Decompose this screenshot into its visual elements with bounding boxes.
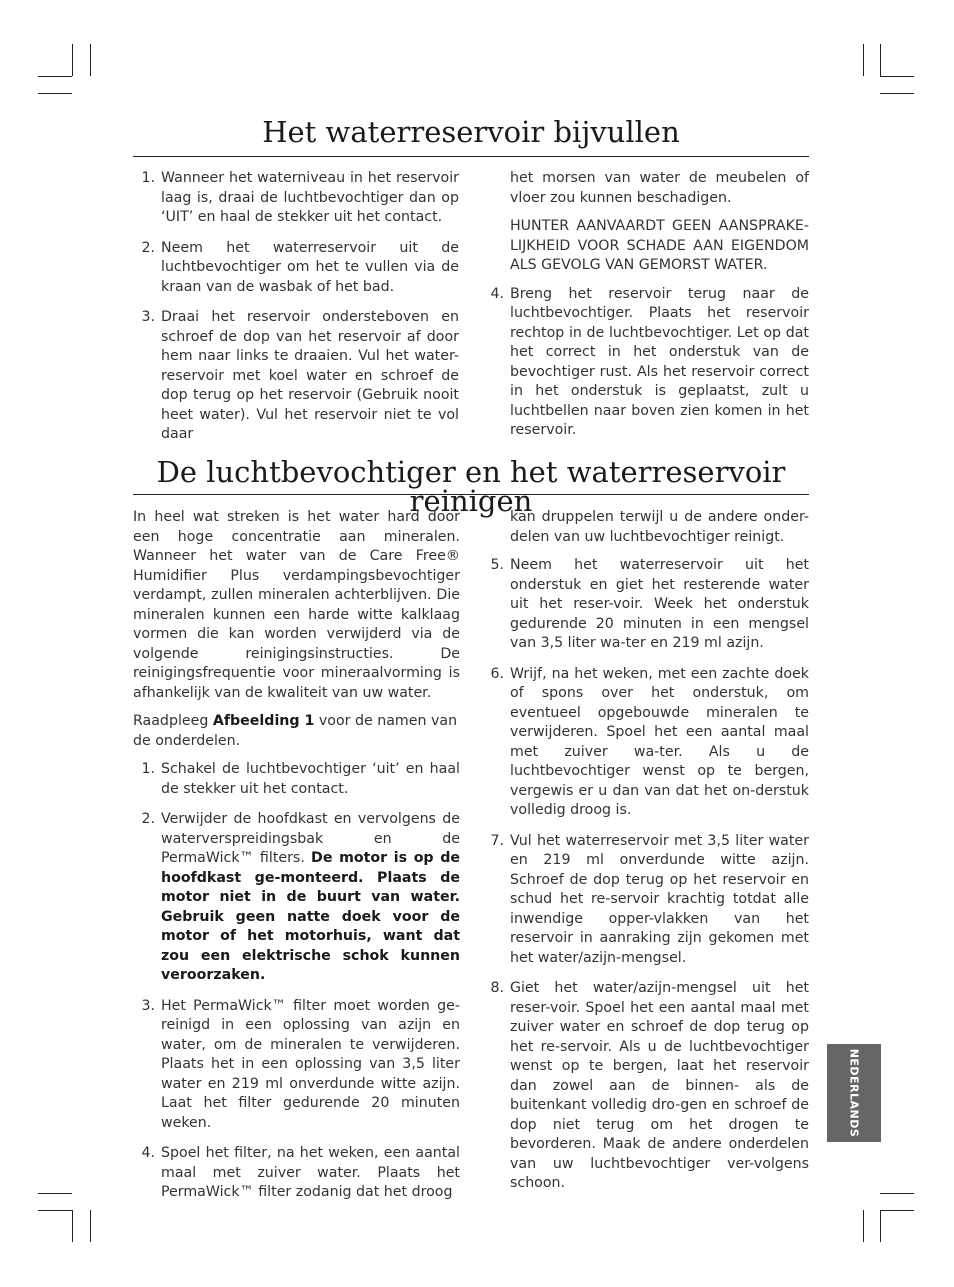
crop-mark <box>880 1210 914 1211</box>
crop-mark <box>72 44 73 76</box>
refill-steps-list <box>133 169 459 445</box>
figure-link: Afbeelding 1 <box>212 713 315 729</box>
list-item <box>133 760 460 799</box>
list-item <box>133 997 460 1134</box>
refill-left-column <box>133 169 459 456</box>
step-number: 1. <box>141 761 155 777</box>
crop-mark <box>880 1193 914 1194</box>
section-title-cleaning: De luchtbevochtiger en het waterreservoir reinigen <box>133 458 809 495</box>
step-text: Verwijder de hoofdkast en vervolgens de waterverspreidingsbak en de PermaWick™ filters. <box>161 811 460 866</box>
step-number: 3. <box>141 997 155 1014</box>
step-number: 6. <box>490 665 504 682</box>
step-text: Draai het reservoir ondersteboven en schroef de dop van het reservoir af door hem naar links te draaien. Vul het water-reservoir met koel water en schroef de dop terug op het reservoir (Gebruik nooit heet water). Vul het reservoir niet te vol daar <box>161 309 459 442</box>
step-number: 4. <box>141 1145 155 1161</box>
step-number: 2. <box>141 239 155 256</box>
crop-mark <box>880 44 881 76</box>
step-text: Wanneer het waterniveau in het reservoir laag is, draai de luchtbevochtiger dan op ‘UIT’ en haal de stekker uit het contact. <box>161 170 459 225</box>
step-text: Giet het water/azijn-mengsel uit het reser-voir. Spoel het een aantal maal met zuiver water en schroef de dop terug op het re-servoir. Als u de luchtbevochtiger wenst op te bergen, laat het reservoir dan zowel aan de binnen- als de buitenkant volledig dro-gen en schroef de dop niet terug om het drogen te bevorderen. Maak de andere onderdelen van uw luchtbevochtiger ver-volgens schoon. <box>510 980 809 1191</box>
list-item <box>482 285 809 441</box>
language-tab <box>827 1044 881 1142</box>
list-item <box>133 239 459 298</box>
refill-right-column <box>482 169 809 452</box>
crop-mark <box>863 1210 864 1242</box>
crop-mark <box>880 1210 881 1242</box>
liability-warning: HUNTER AANVAARDT GEEN AANSPRAKE-LIJKHEID VOOR SCHADE AAN EIGENDOM ALS GEVOLG VAN GEMORST WATER. <box>510 218 809 273</box>
intro-paragraph: In heel wat streken is het water hard door een hoge concentratie aan mineralen. Wanneer het water van de Care Free® Humidifier Plus verdampingsbevochtiger verdampt, zullen mineralen achterblijven. Die mineralen kunnen een harde witte kalklaag vormen die kan worden verwijderd via de volgende reinigingsinstructies. De reinigingsfrequentie voor mineraalvorming is afhankelijk van de kwaliteit van uw water. <box>133 509 460 701</box>
step-number: 4. <box>490 285 504 302</box>
cleaning-steps-list <box>133 760 460 1203</box>
step-text: Schakel de luchtbevochtiger ‘uit’ en haal de stekker uit het contact. <box>161 761 460 797</box>
list-item <box>133 810 460 986</box>
step-number: 5. <box>490 557 504 573</box>
step-text: Spoel het filter, na het weken, een aantal maal met zuiver water. Plaats het PermaWick™ filter zodanig dat het droog <box>161 1145 460 1200</box>
cleaning-right-column <box>482 508 809 1205</box>
cleaning-steps-list-continued <box>482 556 809 1194</box>
list-item <box>482 979 809 1194</box>
step-number: 1. <box>141 170 155 186</box>
step-text: Breng het reservoir terug naar de luchtbevochtiger. Plaats het reservoir rechtop in de luchtbevochtiger. Let op dat het correct in het onderstuk van de bevochtiger rust. Als het reservoir correct in het onderstuk is geplaatst, zult u luchtbellen naar boven zien komen in het reservoir. <box>510 285 809 438</box>
crop-mark <box>38 93 72 94</box>
crop-mark <box>90 1210 91 1242</box>
step-text: Neem het waterreservoir uit het onderstuk en giet het resterende water uit het reser-voir. Week het onderstuk gedurende 20 minuten in een mengsel van 3,5 liter wa-ter en 219 ml azijn. <box>510 557 809 651</box>
section-title-refill: Het waterreservoir bijvullen <box>133 118 809 157</box>
ref-text: Raadpleeg <box>133 713 213 729</box>
figure-reference <box>133 712 460 751</box>
list-item <box>482 665 809 821</box>
list-item <box>482 832 809 969</box>
crop-mark <box>880 76 914 77</box>
list-item <box>482 556 809 654</box>
list-item <box>133 308 459 445</box>
crop-mark <box>72 1210 73 1242</box>
crop-mark <box>38 76 72 77</box>
step-text: Neem het waterreservoir uit de luchtbevochtiger om het te vullen via de kraan van de wasbak of het bad. <box>161 239 459 295</box>
crop-mark <box>38 1210 72 1211</box>
step-text: Wrijf, na het weken, met een zachte doek of spons over het onderstuk, om eventueel opgebouwde mineralen te verwijderen. Spoel het een aantal maal met zuiver wa-ter. Als u de luchtbevochtiger wenst op te bergen, vergewis er u dan van dat het on-derstuk volledig droog is. <box>510 665 809 818</box>
ref-text: voor de namen van de onderdelen. <box>133 713 458 749</box>
list-item <box>133 169 459 228</box>
list-item <box>133 1144 460 1203</box>
step-number: 2. <box>141 811 155 827</box>
step-text: Het PermaWick™ filter moet worden ge-reinigd in een oplossing van azijn en water, om de mineralen te verwijderen. Plaats het in een oplossing van 3,5 liter water en 219 ml onverdunde witte azijn. Laat het filter gedurende 20 minuten weken. <box>161 997 460 1131</box>
crop-mark <box>863 44 864 76</box>
refill-steps-list-continued <box>482 285 809 441</box>
motor-warning: De motor is op de hoofdkast ge-monteerd. Plaats de motor niet in de buurt van water. Gebruik geen natte doek voor de motor of het motorhuis, want dat zou een elektrische schok kunnen veroorzaken. <box>161 850 460 983</box>
cleaning-left-column <box>133 508 460 1214</box>
step-number: 8. <box>490 980 504 996</box>
continuation-text: het morsen van water de meubelen of vloer zou kunnen beschadigen. <box>510 170 809 206</box>
step-number: 3. <box>141 309 155 325</box>
step-text: Vul het waterreservoir met 3,5 liter water en 219 ml onverdunde witte azijn. Schroef de dop terug op het reservoir en schud het re-servoir krachtig totdat alle inwendige opper-vlakken van het reservoir in aanraking zijn gekomen met het water/azijn-mengsel. <box>510 832 809 966</box>
crop-mark <box>880 93 914 94</box>
continuation-text: kan druppelen terwijl u de andere onder-delen van uw luchtbevochtiger reinigt. <box>510 509 809 545</box>
step-number: 7. <box>490 832 504 849</box>
crop-mark <box>90 44 91 76</box>
language-tab-label: NEDERLANDS <box>847 1048 861 1138</box>
crop-mark <box>38 1193 72 1194</box>
